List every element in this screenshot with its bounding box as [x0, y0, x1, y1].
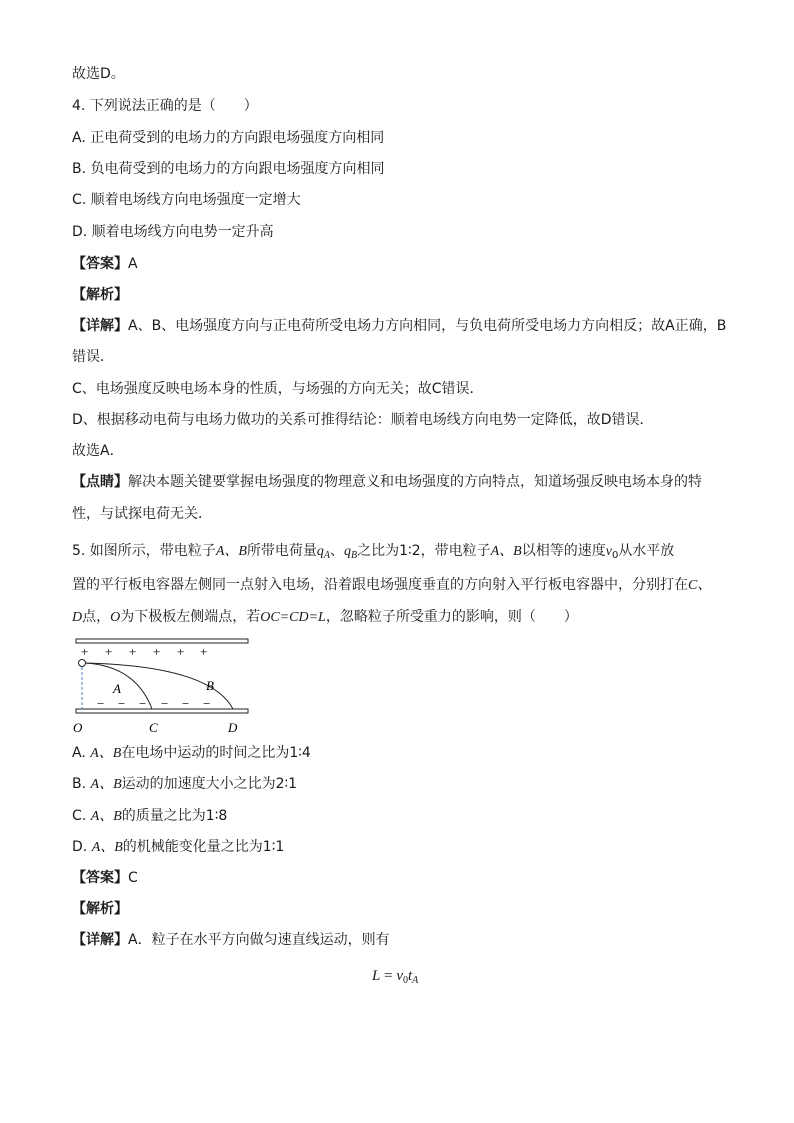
answer-4 — [72, 254, 138, 274]
detail-5-line1 — [72, 930, 390, 950]
minus-sign: − — [161, 696, 169, 711]
option-particles: A、B — [90, 777, 122, 792]
q5-text: 点， — [82, 609, 111, 625]
q5-v0: v — [605, 544, 612, 559]
upper-plate — [76, 639, 248, 643]
option-text: 在电场中运动的时间之比为1∶4 — [121, 745, 311, 761]
detail-4-d: D、根据移动电荷与电场力做功的关系可推得结论：顺着电场线方向电势一定降低，故D错误． — [72, 412, 654, 428]
minus-sign: − — [203, 696, 211, 711]
question-5-option-a — [72, 743, 311, 764]
question-5-line2 — [72, 575, 711, 596]
question-5-line3 — [72, 607, 578, 628]
key-point-tag: 【点睛】 — [72, 474, 128, 490]
key-point-text: 解决本题关键要掌握电场强度的物理意义和电场强度的方向特点，知道场强反映电场本身的特 — [128, 474, 702, 490]
question-5-option-c — [72, 806, 227, 827]
option-text: 的机械能变化量之比为1∶1 — [122, 839, 285, 855]
detail-4-conclusion: 故选A． — [72, 443, 124, 459]
q5-qb-sub: B — [351, 550, 358, 561]
minus-sign: − — [182, 696, 190, 711]
answer-tag: 【答案】 — [72, 870, 128, 886]
minus-sign: − — [97, 696, 105, 711]
analysis-heading-5: 【解析】 — [72, 901, 128, 917]
formula-l: L — [372, 968, 381, 984]
q5-text: 5. 如图所示，带电粒子 — [72, 543, 216, 559]
q5-particles: A、B — [490, 544, 522, 559]
detail-text: A、B、电场强度方向与正电荷所受电场力方向相同，与负电荷所受电场力方向相反；故A正确，B — [128, 318, 727, 334]
label-d: D — [228, 720, 238, 735]
answer-value: C — [128, 870, 138, 886]
label-o: O — [73, 720, 83, 735]
detail-tag: 【详解】 — [72, 932, 128, 948]
entry-point — [79, 660, 86, 667]
question-5-line1 — [72, 541, 674, 566]
answer-value: A — [128, 256, 138, 272]
answer-tag: 【答案】 — [72, 256, 128, 272]
prev-conclusion: 故选D。 — [72, 66, 125, 82]
option-letter: C. — [72, 808, 91, 824]
q5-qa-sub: A — [323, 550, 331, 561]
option-letter: B. — [72, 776, 91, 792]
q5-text: 为下极板左侧端点，若 — [120, 609, 261, 625]
question-5-option-d — [72, 837, 284, 858]
formula-t: t — [407, 968, 413, 984]
q5-qb: q — [344, 544, 352, 559]
question-4-option-a: A. 正电荷受到的电场力的方向跟电场强度方向相同 — [72, 130, 385, 146]
q5-text: 置的平行板电容器左侧同一点射入电场，沿着跟电场强度垂直的方向射入平行板电容器中，分别打在 — [72, 577, 688, 593]
question-4-option-b: B. 负电荷受到的电场力的方向跟电场强度方向相同 — [72, 161, 385, 177]
q5-text: ，忽略粒子所受重力的影响，则（ ） — [325, 609, 578, 625]
detail-4-c: C、电场强度反映电场本身的性质，与场强的方向无关；故C错误． — [72, 381, 484, 397]
question-4-option-d: D. 顺着电场线方向电势一定升高 — [72, 224, 274, 240]
option-letter: D. — [72, 839, 92, 855]
plus-sign: + — [177, 644, 185, 659]
option-text: 的质量之比为1∶8 — [121, 808, 228, 824]
plus-sign: + — [129, 644, 137, 659]
detail-tag: 【详解】 — [72, 318, 128, 334]
option-particles: A、B — [90, 809, 122, 824]
q5-particles: A、B — [215, 544, 247, 559]
label-b: B — [206, 678, 214, 693]
formula-l-equals-v0-ta — [372, 968, 418, 986]
option-particles: A、B — [91, 840, 123, 855]
detail-4-line1 — [72, 316, 726, 336]
option-letter: A. — [72, 745, 91, 761]
option-particles: A、B — [90, 746, 122, 761]
plus-sign: + — [153, 644, 161, 659]
q5-text: 之比为1∶2，带电粒子 — [357, 543, 491, 559]
answer-5 — [72, 868, 138, 888]
analysis-heading-4: 【解析】 — [72, 287, 128, 303]
q5-point-c: C、 — [688, 578, 712, 593]
label-c: C — [149, 720, 158, 735]
q5-sep: 、 — [330, 543, 345, 559]
option-text: 运动的加速度大小之比为2∶1 — [121, 776, 298, 792]
minus-sign: − — [118, 696, 126, 711]
formula-t-sub: A — [412, 975, 419, 986]
q5-text: 从水平放 — [618, 543, 675, 559]
key-point-4-line1 — [72, 472, 702, 492]
question-5-option-b — [72, 774, 297, 795]
question-4-option-c: C. 顺着电场线方向电场强度一定增大 — [72, 192, 301, 208]
detail-text: A．粒子在水平方向做匀速直线运动，则有 — [128, 932, 390, 948]
detail-4-line2: 错误． — [72, 349, 114, 365]
question-4-stem: 4. 下列说法正确的是（ ） — [72, 98, 258, 114]
q5-point-o: O — [110, 610, 121, 625]
formula-v-sub: 0 — [402, 975, 408, 986]
formula-eq: = — [380, 968, 397, 984]
q5-text: 所带电荷量 — [246, 543, 317, 559]
q5-point-d: D — [72, 610, 83, 625]
q5-qa: q — [316, 544, 324, 559]
plus-sign: + — [81, 644, 89, 659]
q5-v0-sub: 0 — [611, 550, 619, 561]
key-point-4-line2: 性，与试探电荷无关． — [72, 506, 212, 522]
formula-v: v — [396, 968, 403, 984]
q5-text: 以相等的速度 — [521, 543, 606, 559]
plus-sign: + — [105, 644, 113, 659]
q5-condition: OC=CD=L — [260, 610, 326, 625]
minus-sign: − — [139, 696, 147, 711]
label-a: A — [113, 681, 121, 696]
plus-sign: + — [200, 644, 208, 659]
capacitor-figure — [72, 636, 257, 738]
